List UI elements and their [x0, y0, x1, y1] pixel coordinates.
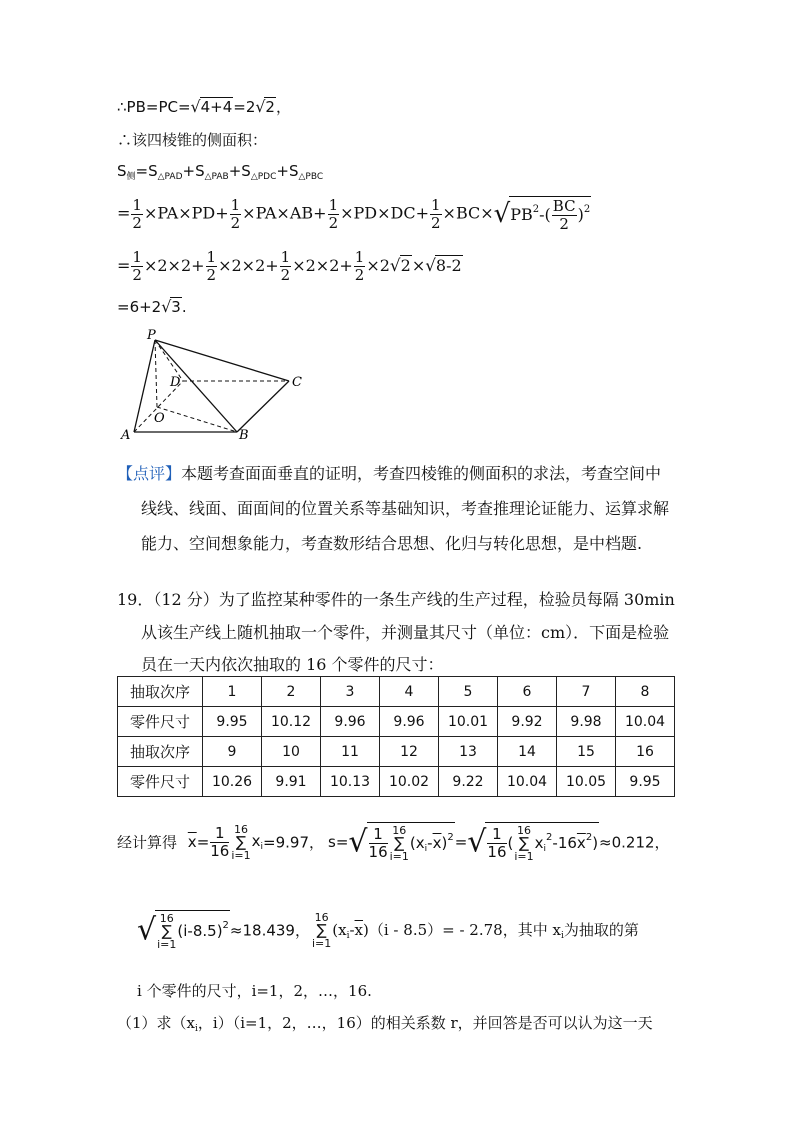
solution-line-formula — [117, 196, 591, 232]
text: -16 — [552, 834, 577, 852]
radicand: 4+4 — [200, 98, 233, 116]
fraction — [131, 250, 143, 283]
table-cell: 10.26 — [203, 767, 262, 797]
subscript: △PBC — [298, 172, 324, 182]
denominator: 2 — [206, 266, 217, 284]
text: =6+2 — [117, 298, 162, 316]
pyramid-figure — [117, 325, 317, 445]
numerator: 1 — [230, 195, 241, 214]
fraction — [131, 195, 143, 232]
radicand — [485, 822, 599, 862]
sum-lower: i=1 — [157, 938, 177, 951]
text: 经计算得 — [117, 833, 178, 852]
text: ×2×2+ — [218, 256, 279, 275]
table-cell: 11 — [321, 737, 380, 767]
fraction — [210, 823, 230, 860]
table-cell: 10.01 — [439, 707, 498, 737]
summation — [312, 912, 331, 949]
review-line-1 — [117, 461, 661, 484]
text: PB — [510, 205, 533, 224]
solution-line-substitution — [117, 250, 463, 283]
numerator: 1 — [431, 195, 441, 214]
table-cell: 7 — [557, 677, 616, 707]
summation — [231, 824, 250, 861]
text: ( — [507, 834, 514, 852]
text: （1）求（x — [117, 1014, 196, 1032]
sum-symbol: ∑ — [394, 834, 405, 852]
denominator: 16 — [487, 843, 507, 861]
text: =S — [135, 162, 158, 180]
text: ×2×2+ — [292, 256, 353, 275]
text: ×2×2+ — [143, 256, 205, 275]
problem-19-line-1: 19．（12 分）为了监控某种零件的一条生产线的生产过程，检验员每隔 30min — [117, 590, 675, 609]
text: = — [117, 256, 131, 275]
subscript: △PAD — [157, 172, 183, 182]
radicand: 3 — [171, 298, 181, 316]
subscript: △PAB — [204, 172, 229, 182]
text: (i-8.5) — [177, 922, 223, 940]
text: ×PD×DC+ — [340, 203, 429, 223]
text: =9.97， — [263, 833, 325, 852]
review-tag: 【点评】 — [117, 464, 182, 483]
text: (x — [332, 921, 347, 939]
radicand: 2 — [265, 98, 275, 116]
summation — [390, 825, 409, 862]
text: S — [117, 162, 127, 180]
radical-sign: √ — [161, 297, 172, 316]
xbar: $\overline{x}$ — [432, 834, 442, 852]
text: ×PA×AB+ — [242, 203, 327, 223]
sum-symbol: ∑ — [316, 920, 327, 939]
text: +S — [228, 162, 251, 180]
edge-po — [155, 340, 157, 407]
row-header: 抽取次序 — [118, 737, 203, 767]
subscript: i — [543, 844, 547, 854]
radical-sign: √ — [493, 199, 511, 229]
question-1-line — [117, 1012, 653, 1034]
table-cell: 10.12 — [262, 707, 321, 737]
text: - — [427, 834, 433, 852]
row-header: 抽取次序 — [118, 677, 203, 707]
text: =2 — [233, 98, 256, 116]
text: )（i - 8.5）= - 2.78，其中 x — [363, 921, 561, 939]
denominator: 2 — [431, 213, 441, 232]
table-cell: 3 — [321, 677, 380, 707]
text: (x — [409, 834, 425, 852]
xbar: $\overline{x}$ — [354, 921, 364, 939]
edge-bc — [237, 381, 289, 432]
table-cell: 9.92 — [498, 707, 557, 737]
table-cell: 10 — [262, 737, 321, 767]
table-cell: 10.13 — [321, 767, 380, 797]
sum-upper: 16 — [314, 910, 329, 924]
subscript: i — [560, 931, 564, 941]
text: -( — [539, 205, 551, 224]
radical-sign: √ — [190, 97, 201, 116]
text: × — [411, 256, 426, 275]
numerator: 1 — [487, 827, 506, 844]
subscript: △PDC — [250, 172, 277, 182]
table-cell: 6 — [498, 677, 557, 707]
label-c: C — [292, 375, 302, 390]
text: = — [117, 203, 131, 223]
table-row — [118, 707, 675, 737]
numerator: 1 — [328, 195, 339, 214]
text: ，i）（i=1，2，…，16）的相关系数 r，并回答是否可以认为这一天 — [197, 1014, 653, 1032]
label-b: B — [239, 428, 249, 443]
review-line-3: 能力、空间想象能力，考查数形结合思想、化归与转化思想，是中档题. — [141, 534, 643, 553]
xi — [252, 832, 263, 850]
sum-lower: i=1 — [231, 848, 251, 862]
table-cell: 4 — [380, 677, 439, 707]
superscript: 2 — [583, 204, 591, 215]
table-cell: 1 — [203, 677, 262, 707]
row-header: 零件尺寸 — [118, 767, 203, 797]
table-row — [118, 677, 675, 707]
review-line-2: 线线、线面、面面间的位置关系等基础知识，考查推理论证能力、运算求解 — [141, 499, 670, 518]
radicand — [367, 822, 455, 862]
numerator: 1 — [132, 195, 142, 214]
superscript: 2 — [546, 832, 553, 843]
subscript: i — [424, 844, 428, 854]
table-cell: 9.22 — [439, 767, 498, 797]
radicand: 2 — [400, 256, 411, 275]
xbar: $\overline{x}$ — [187, 833, 197, 851]
numerator: 1 — [210, 826, 229, 843]
stats-line-3: i 个零件的尺寸，i=1，2，…，16. — [137, 982, 372, 1000]
table-cell: 10.05 — [557, 767, 616, 797]
text: ) — [592, 834, 599, 852]
numerator: 1 — [354, 248, 365, 266]
text: ) — [441, 834, 448, 852]
stats-line-1 — [117, 822, 670, 872]
sum-lower: i=1 — [389, 850, 409, 863]
text: ≈18.439， — [229, 921, 310, 940]
text: x — [534, 834, 544, 852]
denominator: 2 — [559, 215, 569, 233]
table-cell: 9.96 — [321, 707, 380, 737]
text: ×2 — [366, 256, 390, 275]
radicand: 8-2 — [435, 256, 462, 275]
fraction — [430, 195, 442, 232]
stats-line-2 — [137, 910, 639, 960]
denominator: 2 — [354, 266, 365, 284]
label-a: A — [121, 428, 131, 443]
radicand — [155, 910, 230, 950]
sum-upper: 16 — [234, 822, 248, 836]
covariance-text — [332, 921, 639, 939]
sum-upper: 16 — [392, 824, 407, 837]
fraction — [354, 250, 366, 283]
sum-upper: 16 — [517, 824, 531, 837]
text: ×PA×PD+ — [143, 203, 229, 223]
fraction — [552, 199, 577, 232]
denominator: 2 — [328, 213, 339, 232]
superscript: 2 — [532, 204, 540, 215]
radical-sign: √ — [348, 824, 368, 860]
text: x — [251, 832, 261, 850]
text: . — [181, 298, 187, 316]
radical-sign: √ — [389, 255, 401, 275]
edge-pa — [134, 340, 155, 432]
row-header: 零件尺寸 — [118, 707, 203, 737]
table-cell: 8 — [616, 677, 675, 707]
sum-symbol: ∑ — [161, 922, 172, 940]
denominator: 2 — [132, 213, 142, 232]
subscript: i — [346, 931, 350, 941]
fraction — [230, 195, 242, 232]
text: = — [196, 833, 210, 851]
label-p: P — [147, 328, 156, 343]
label-o: O — [154, 411, 165, 426]
superscript: 2 — [222, 920, 229, 931]
sum-lower: i=1 — [311, 936, 332, 950]
numerator: 1 — [206, 248, 217, 266]
xbar: $\overline{x}$ — [576, 834, 586, 852]
text: +S — [182, 162, 205, 180]
numerator: 1 — [280, 248, 291, 266]
table-cell: 9.98 — [557, 707, 616, 737]
numerator: 1 — [369, 827, 388, 844]
table-cell: 15 — [557, 737, 616, 767]
radical-sign: √ — [425, 255, 436, 275]
table-cell: 10.04 — [616, 707, 675, 737]
denominator: 2 — [132, 266, 142, 284]
fraction — [280, 250, 292, 283]
denominator: 16 — [210, 841, 230, 860]
text: ≈0.212， — [599, 833, 670, 852]
solution-line-pb-pc — [117, 96, 291, 117]
review-text: 本题考查面面垂直的证明，考查四棱锥的侧面积的求法，考查空间中 — [181, 464, 662, 483]
sum-symbol: ∑ — [235, 832, 247, 851]
text: ， — [275, 98, 291, 116]
problem-19-line-2: 从该生产线上随机抽取一个零件，并测量其尺寸（单位：cm）．下面是检验 — [141, 623, 670, 642]
sum-upper: 16 — [159, 912, 174, 925]
table-row — [118, 737, 675, 767]
sum-lower: i=1 — [514, 850, 534, 863]
denominator: 2 — [280, 266, 291, 284]
table-cell: 9.91 — [262, 767, 321, 797]
summation — [514, 825, 533, 862]
denominator: 2 — [230, 213, 241, 232]
table-row — [118, 767, 675, 797]
text: 为抽取的第 — [563, 921, 639, 939]
fraction — [328, 195, 340, 232]
table-cell: 10.02 — [380, 767, 439, 797]
fraction — [206, 250, 218, 283]
subscript: i — [195, 1024, 198, 1034]
table-cell: 2 — [262, 677, 321, 707]
table-cell: 10.04 — [498, 767, 557, 797]
text: - — [349, 921, 355, 939]
radicand — [509, 196, 591, 232]
subscript: 侧 — [126, 172, 136, 182]
numerator: BC — [552, 197, 576, 215]
solution-line-area-sum — [117, 162, 323, 182]
edge-pb — [155, 340, 237, 432]
text: ×BC× — [442, 203, 494, 223]
table-cell: 9.95 — [616, 767, 675, 797]
superscript: 2 — [585, 832, 593, 843]
radical-sign: √ — [137, 912, 157, 948]
fraction — [369, 827, 388, 860]
text: +S — [276, 162, 299, 180]
table-cell: 13 — [439, 737, 498, 767]
fraction — [487, 827, 506, 860]
text: ) — [577, 205, 584, 224]
table-cell: 9 — [203, 737, 262, 767]
table-cell: 5 — [439, 677, 498, 707]
text: ∴PB=PC= — [117, 98, 191, 116]
table-cell: 14 — [498, 737, 557, 767]
radical-sign: √ — [467, 824, 487, 860]
text: = — [454, 833, 468, 851]
radical-sign: √ — [255, 97, 266, 116]
table-cell: 9.95 — [203, 707, 262, 737]
denominator: 16 — [368, 843, 388, 861]
subscript: i — [260, 842, 264, 852]
problem-19-line-3: 员在一天内依次抽取的 16 个零件的尺寸： — [141, 655, 444, 674]
text: s= — [328, 833, 349, 851]
superscript: 2 — [447, 832, 454, 843]
table-cell: 9.96 — [380, 707, 439, 737]
solution-line-lateral-area: ∴该四棱锥的侧面积： — [117, 131, 268, 149]
table-cell: 12 — [380, 737, 439, 767]
label-d: D — [170, 375, 181, 390]
table-cell: 16 — [616, 737, 675, 767]
summation — [157, 913, 176, 950]
part-size-table — [117, 676, 675, 797]
sum-symbol: ∑ — [518, 834, 530, 852]
solution-line-result — [117, 297, 187, 316]
numerator: 1 — [132, 248, 142, 266]
